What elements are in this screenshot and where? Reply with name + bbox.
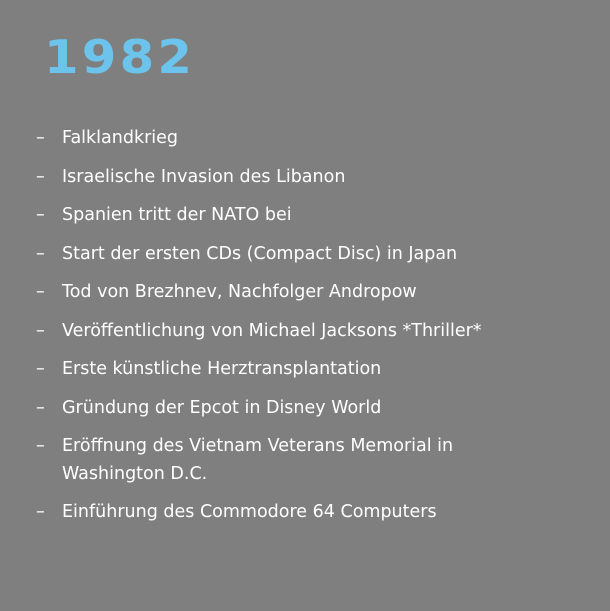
event-item <box>36 241 556 269</box>
event-text: Gründung der Epcot in Disney World <box>62 397 382 418</box>
event-text: Spanien tritt der NATO bei <box>62 205 292 225</box>
year-title: 1982 <box>44 30 196 84</box>
event-item <box>36 125 556 153</box>
dash-bullet-icon: – <box>36 282 45 302</box>
event-text: Falklandkrieg <box>62 128 179 148</box>
dash-bullet-icon: – <box>36 128 45 148</box>
dash-bullet-icon: – <box>36 359 45 379</box>
event-item <box>36 318 556 346</box>
dash-bullet-icon: – <box>36 320 45 341</box>
dash-bullet-icon: – <box>36 436 45 456</box>
event-text: Tod von Brezhnev, Nachfolger Andropow <box>62 282 417 302</box>
event-item <box>36 279 556 307</box>
event-item <box>36 395 556 423</box>
event-text: Start der ersten CDs (Compact Disc) in Japan <box>62 243 458 264</box>
dash-bullet-icon: – <box>36 205 45 225</box>
event-list <box>36 125 556 538</box>
dash-bullet-icon: – <box>36 243 45 264</box>
event-text: Eröffnung des Vietnam Veterans Memorial in Washington D.C. <box>62 436 454 484</box>
event-text: Einführung des Commodore 64 Computers <box>62 502 437 522</box>
dash-bullet-icon: – <box>36 166 45 187</box>
event-text: Veröffentlichung von Michael Jacksons *Thriller* <box>62 320 482 341</box>
event-text: Israelische Invasion des Libanon <box>62 166 346 187</box>
dash-bullet-icon: – <box>36 502 45 522</box>
event-item <box>36 433 556 488</box>
event-item <box>36 356 556 384</box>
event-text: Erste künstliche Herztransplantation <box>62 359 382 379</box>
event-item <box>36 202 556 230</box>
event-item <box>36 164 556 192</box>
dash-bullet-icon: – <box>36 397 45 418</box>
event-item <box>36 499 556 527</box>
